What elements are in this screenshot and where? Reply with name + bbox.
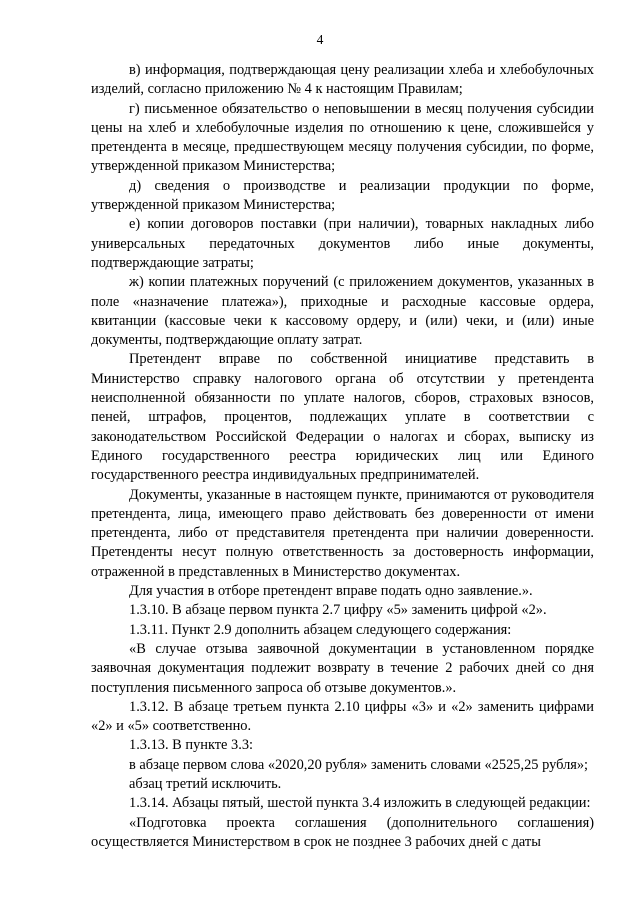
- paragraph-one-application: Для участия в отборе претендент вправе подать одно заявление.».: [129, 583, 533, 600]
- page-number: 4: [316, 32, 324, 47]
- paragraph-1-3-10: 1.3.10. В абзаце первом пункта 2.7 цифру «5» заменить цифрой «2».: [129, 602, 547, 619]
- paragraph-item-g: г) письменное обязательство о неповышении в месяц получения субсидии цены на хлеб и хлебобулочные изделия по отношению к цене, сложившейся у претендента в месяце, предшествующем месяцу получения субсидии, по форме, утвержденной приказом Министерства;: [91, 100, 594, 175]
- paragraph-1-3-11: 1.3.11. Пункт 2.9 дополнить абзацем следующего содержания:: [129, 621, 512, 638]
- paragraph-documents-acceptance: Документы, указанные в настоящем пункте, принимаются от руководителя претендента, лица, имеющего право действовать без доверенности от имени претендента, либо от представителя претендента при наличии доверенности. Претенденты несут полную ответственность за достоверность информации, отраженной в представленных в Министерство документах.: [91, 486, 594, 580]
- paragraph-agreement-preparation: «Подготовка проекта соглашения (дополнительного соглашения) осуществляется Министерством в срок не позднее 3 рабочих дней с даты: [91, 814, 594, 850]
- paragraph-tax-certificate: Претендент вправе по собственной инициативе представить в Министерство справку налогового органа об отсутствии у претендента неисполненной обязанности по уплате налогов, сборов, страховых взносов, пеней, штрафов, процентов, подлежащих уплате в соответствии с законодательством Российской Федерации о налогах и сборах, выписку из Единого государственного реестра юридических лиц или Единого государственного реестра индивидуальных предпринимателей.: [91, 351, 594, 484]
- paragraph-exclude-third: абзац третий исключить.: [129, 775, 282, 792]
- paragraph-item-e: е) копии договоров поставки (при наличии), товарных накладных либо универсальных передаточных документов либо иные документы, подтверждающие затраты;: [91, 216, 594, 271]
- paragraph-withdrawal-quote: «В случае отзыва заявочной документации в установленном порядке заявочная документация подлежит возврату в течение 2 рабочих дней со дня поступления письменного запроса об отзыве документов.».: [91, 640, 594, 696]
- paragraph-1-3-13: 1.3.13. В пункте 3.3:: [129, 737, 254, 754]
- paragraph-1-3-14: 1.3.14. Абзацы пятый, шестой пункта 3.4 изложить в следующей редакции:: [129, 795, 591, 812]
- paragraph-item-d: д) сведения о производстве и реализации продукции по форме, утвержденной приказом Министерства;: [91, 177, 594, 214]
- paragraph-item-v: в) информация, подтверждающая цену реализации хлеба и хлебобулочных изделий, согласно приложению № 4 к настоящим Правилам;: [91, 62, 594, 98]
- paragraph-1-3-12: 1.3.12. В абзаце третьем пункта 2.10 цифры «3» и «2» заменить цифрами «2» и «5» соответственно.: [91, 698, 594, 735]
- paragraph-item-zh: ж) копии платежных поручений (с приложением документов, указанных в поле «назначение платежа»), приходные и расходные кассовые ордера, квитанции (кассовые чеки к кассовому ордеру, и (или) чеки, и (или) иные документы, подтверждающие оплату затрат.: [91, 274, 594, 349]
- paragraph-amount-replacement: в абзаце первом слова «2020,20 рубля» заменить словами «2525,25 рубля»;: [129, 756, 589, 773]
- document-body: [91, 61, 594, 852]
